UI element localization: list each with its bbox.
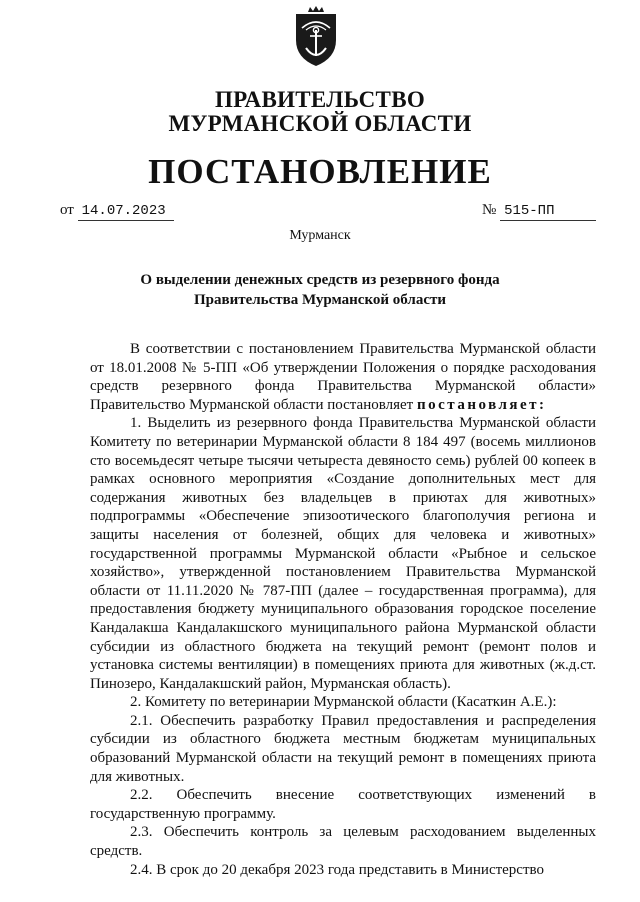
paragraph-1: 1. Выделить из резервного фонда Правительства Мурманской области Комитету по ветеринарии Мурманской области 8 184 497 (восемь миллионов сто восемьдесят четыре тысячи четыреста девяносто семь) рублей 00 копеек в рамках основного мероприятия «Создание дополнительных мест для содержания животных без владельцев в приютах для животных» подпрограммы «Обеспечение эпизоотического благополучия региона и защиты населения от болезней, общих для человека и животных» государственной программы Мурманской области «Рыбное и сельское хозяйство», утвержденной постановлением Правительства Мурманской области от 11.11.2020 № 787-ПП (далее – государственная программа), для предоставления бюджету муниципального образования городское поселение Кандалакша Кандалакшского муниципального района Мурманской области субсидии из областного бюджета на текущий ремонт (ремонт полов и установка системы вентиляции) в помещениях приюта для животных (ж.д.ст. Пинозеро, Кандалакшский район, Мурманская область). bbox=[90, 415, 596, 692]
coat-of-arms-emblem bbox=[290, 6, 342, 68]
subject-line1: О выделении денежных средств из резервного фонда bbox=[140, 272, 500, 288]
document-date: 14.07.2023 bbox=[78, 203, 174, 221]
paragraph-2-3: 2.3. Обеспечить контроль за целевым расходованием выделенных средств. bbox=[90, 824, 596, 860]
document-body bbox=[90, 340, 596, 879]
subject-line2: Правительства Мурманской области bbox=[193, 292, 447, 308]
paragraph-2-4: 2.4. В срок до 20 декабря 2023 года представить в Министерство bbox=[130, 861, 545, 878]
resolves-word: постановляет: bbox=[416, 396, 547, 413]
document-type-title: ПОСТАНОВЛЕНИЕ bbox=[148, 152, 492, 191]
document-number-block bbox=[482, 202, 596, 221]
paragraph-2: 2. Комитету по ветеринарии Мурманской области (Касаткин А.Е.): bbox=[130, 694, 557, 711]
document-date-block bbox=[60, 202, 174, 221]
document-number: 515-ПП bbox=[500, 203, 596, 221]
preamble-paragraph bbox=[90, 340, 596, 414]
organization-name-line1: ПРАВИТЕЛЬСТВО bbox=[214, 87, 426, 112]
date-prefix: от bbox=[60, 202, 74, 218]
organization-name-line2: МУРМАНСКОЙ ОБЛАСТИ bbox=[168, 111, 472, 136]
paragraph-2-1: 2.1. Обеспечить разработку Правил предоставления и распределения субсидии из областного бюджета местным бюджетам муниципальных образований Мурманской области на текущий ремонт в помещениях приюта для животных. bbox=[90, 712, 596, 785]
paragraph-2-2: 2.2. Обеспечить внесение соответствующих изменений в государственную программу. bbox=[90, 787, 596, 822]
preamble-text: В соответствии с постановлением Правительства Мурманской области от 18.01.2008 № 5-ПП «Об утверждении Положения о порядке расходования средств резервного фонда Правительства Мурманской области» Правительство Мурманской области постановляет bbox=[90, 341, 596, 413]
number-prefix: № bbox=[482, 202, 497, 218]
document-city: Мурманск bbox=[289, 228, 351, 243]
